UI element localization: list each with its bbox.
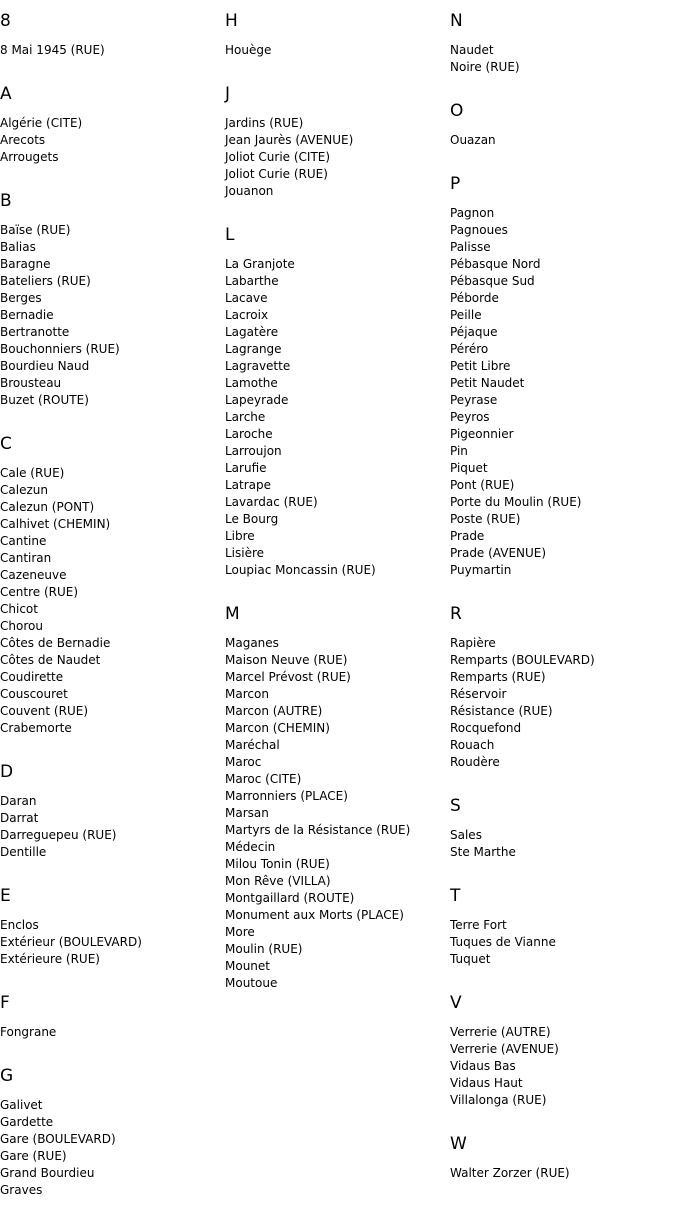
street-name: Bateliers (RUE) — [0, 274, 91, 288]
street-name: Marsan — [225, 806, 269, 820]
street-name: Lapeyrade — [225, 393, 289, 407]
letter-heading: A — [0, 84, 12, 104]
street-name: Bourdieu Naud — [0, 359, 90, 373]
street-name: Poste (RUE) — [450, 512, 521, 526]
letter-heading: M — [225, 604, 240, 624]
letter-heading: 8 — [0, 11, 11, 31]
street-name: Ouazan — [450, 133, 496, 147]
street-name: Walter Zorzer (RUE) — [450, 1166, 570, 1180]
letter-heading: E — [0, 886, 11, 906]
street-name: Buzet (ROUTE) — [0, 393, 89, 407]
street-name: Joliot Curie (CITE) — [225, 150, 331, 164]
street-list — [225, 42, 450, 59]
street-name: Maroc — [225, 755, 262, 769]
letter-group — [0, 1066, 225, 1199]
street-name: Jean Jaurès (AVENUE) — [225, 133, 354, 147]
street-name: Labarthe — [225, 274, 279, 288]
street-name: Brousteau — [0, 376, 62, 390]
street-name: Moulin (RUE) — [225, 942, 303, 956]
street-name: Calezun (PONT) — [0, 500, 95, 514]
letter-group — [450, 11, 675, 76]
street-name: Réservoir — [450, 687, 507, 701]
street-name: Chicot — [0, 602, 38, 616]
letter-heading: O — [450, 101, 464, 121]
letter-group — [0, 762, 225, 861]
letter-heading: G — [0, 1066, 14, 1086]
street-name: La Granjote — [225, 257, 295, 271]
street-name: Villalonga (RUE) — [450, 1093, 547, 1107]
street-name: Dentille — [0, 845, 47, 859]
street-name: Péborde — [450, 291, 499, 305]
letter-heading: B — [0, 191, 12, 211]
letter-group — [225, 225, 450, 579]
letter-heading: T — [450, 886, 461, 906]
street-name: Darrat — [0, 811, 39, 825]
street-list — [450, 827, 675, 861]
letter-group — [450, 174, 675, 579]
index-column-2 — [225, 0, 450, 992]
street-name: Bertranotte — [0, 325, 70, 339]
street-list — [0, 793, 225, 861]
letter-heading: V — [450, 993, 462, 1013]
street-name: Maganes — [225, 636, 279, 650]
street-name: Rouach — [450, 738, 495, 752]
street-name: Larche — [225, 410, 266, 424]
street-name: Latrape — [225, 478, 272, 492]
street-name: Côtes de Bernadie — [0, 636, 111, 650]
street-name: Joliot Curie (RUE) — [225, 167, 328, 181]
street-name: Libre — [225, 529, 255, 543]
street-name: Porte du Moulin (RUE) — [450, 495, 582, 509]
letter-heading: S — [450, 796, 461, 816]
street-name: Couvent (RUE) — [0, 704, 89, 718]
street-name: More — [225, 925, 255, 939]
street-name: Arecots — [0, 133, 46, 147]
letter-group — [0, 993, 225, 1041]
street-name: Maroc (CITE) — [225, 772, 302, 786]
street-list — [450, 635, 675, 771]
street-name: Gare (BOULEVARD) — [0, 1132, 116, 1146]
street-name: Péréro — [450, 342, 489, 356]
street-name: Lagrange — [225, 342, 282, 356]
street-list — [450, 205, 675, 579]
street-list — [450, 1165, 675, 1182]
street-name: Maison Neuve (RUE) — [225, 653, 348, 667]
street-name: Calhivet (CHEMIN) — [0, 517, 111, 531]
letter-heading: N — [450, 11, 463, 31]
street-name: Marcel Prévost (RUE) — [225, 670, 351, 684]
letter-group — [225, 84, 450, 200]
street-name: Noire (RUE) — [450, 60, 520, 74]
street-name: Arrougets — [0, 150, 59, 164]
street-name: Ste Marthe — [450, 845, 516, 859]
street-name: Tuques de Vianne — [450, 935, 556, 949]
street-name: Crabemorte — [0, 721, 72, 735]
letter-group — [0, 886, 225, 968]
street-name: Lacave — [225, 291, 268, 305]
street-name: Lavardac (RUE) — [225, 495, 318, 509]
letter-group — [450, 993, 675, 1109]
letter-group — [450, 101, 675, 149]
street-name: Vidaus Bas — [450, 1059, 516, 1073]
street-name: Mounet — [225, 959, 270, 973]
street-name: Berges — [0, 291, 42, 305]
street-list — [0, 465, 225, 737]
street-name: 8 Mai 1945 (RUE) — [0, 43, 105, 57]
letter-group — [0, 11, 225, 59]
street-name: Remparts (BOULEVARD) — [450, 653, 595, 667]
street-name: Cazeneuve — [0, 568, 67, 582]
street-list — [225, 635, 450, 992]
street-list — [450, 42, 675, 76]
street-name: Lacroix — [225, 308, 269, 322]
letter-heading: H — [225, 11, 238, 31]
street-name: Peille — [450, 308, 482, 322]
street-list — [0, 222, 225, 409]
street-name: Maréchal — [225, 738, 280, 752]
street-name: Jouanon — [225, 184, 274, 198]
street-name: Roudère — [450, 755, 500, 769]
letter-heading: R — [450, 604, 462, 624]
street-name: Pigeonnier — [450, 427, 514, 441]
street-list — [0, 917, 225, 968]
street-name: Piquet — [450, 461, 488, 475]
street-name: Côtes de Naudet — [0, 653, 101, 667]
street-name: Tuquet — [450, 952, 491, 966]
street-name: Monument aux Morts (PLACE) — [225, 908, 404, 922]
street-name: Lamothe — [225, 376, 278, 390]
street-name: Pébasque Sud — [450, 274, 535, 288]
letter-group — [225, 11, 450, 59]
street-name: Darreguepeu (RUE) — [0, 828, 117, 842]
street-name: Larroujon — [225, 444, 282, 458]
street-name: Rapière — [450, 636, 496, 650]
street-name: Bouchonniers (RUE) — [0, 342, 120, 356]
street-name: Baragne — [0, 257, 51, 271]
street-name: Coudirette — [0, 670, 64, 684]
street-name: Grand Bourdieu — [0, 1166, 95, 1180]
street-name: Balias — [0, 240, 36, 254]
street-name: Résistance (RUE) — [450, 704, 553, 718]
street-list — [450, 1024, 675, 1109]
street-name: Marcon (CHEMIN) — [225, 721, 330, 735]
street-name: Péjaque — [450, 325, 498, 339]
street-name: Cale (RUE) — [0, 466, 65, 480]
street-name: Montgaillard (ROUTE) — [225, 891, 355, 905]
street-list — [450, 132, 675, 149]
street-name: Puymartin — [450, 563, 512, 577]
street-name: Marcon — [225, 687, 269, 701]
street-name: Pagnon — [450, 206, 495, 220]
street-name: Lagravette — [225, 359, 291, 373]
street-list — [0, 115, 225, 166]
street-name: Remparts (RUE) — [450, 670, 546, 684]
street-list — [225, 115, 450, 200]
street-name: Rocquefond — [450, 721, 522, 735]
street-name: Centre (RUE) — [0, 585, 79, 599]
letter-group — [0, 191, 225, 409]
street-name: Pagnoues — [450, 223, 508, 237]
street-name: Extérieur (BOULEVARD) — [0, 935, 142, 949]
street-name: Lisière — [225, 546, 265, 560]
street-list — [0, 1097, 225, 1199]
letter-group — [450, 1134, 675, 1182]
street-name: Peyrase — [450, 393, 498, 407]
street-name: Le Bourg — [225, 512, 279, 526]
street-list — [450, 917, 675, 968]
street-list — [0, 42, 225, 59]
street-list — [225, 256, 450, 579]
letter-heading: W — [450, 1134, 467, 1154]
letter-heading: J — [225, 84, 231, 104]
street-name: Mon Rêve (VILLA) — [225, 874, 331, 888]
letter-group — [450, 886, 675, 968]
letter-group — [450, 796, 675, 861]
letter-heading: F — [0, 993, 10, 1013]
index-column-3 — [450, 0, 675, 1182]
letter-heading: D — [0, 762, 14, 782]
index-column-1 — [0, 0, 225, 1199]
street-name: Palisse — [450, 240, 491, 254]
street-name: Larufie — [225, 461, 267, 475]
street-name: Gare (RUE) — [0, 1149, 67, 1163]
letter-group — [225, 604, 450, 992]
street-name: Cantiran — [0, 551, 52, 565]
letter-group — [0, 84, 225, 166]
street-name: Enclos — [0, 918, 39, 932]
street-name: Verrerie (AUTRE) — [450, 1025, 551, 1039]
street-name: Moutoue — [225, 976, 278, 990]
street-name: Pin — [450, 444, 468, 458]
street-name: Pont (RUE) — [450, 478, 515, 492]
street-name: Bernadie — [0, 308, 54, 322]
letter-group — [0, 434, 225, 737]
street-name: Daran — [0, 794, 37, 808]
street-name: Jardins (RUE) — [225, 116, 304, 130]
street-name: Marronniers (PLACE) — [225, 789, 348, 803]
street-name: Gardette — [0, 1115, 54, 1129]
street-name: Baïse (RUE) — [0, 223, 71, 237]
letter-heading: C — [0, 434, 12, 454]
street-name: Martyrs de la Résistance (RUE) — [225, 823, 411, 837]
street-name: Prade — [450, 529, 485, 543]
street-name: Naudet — [450, 43, 494, 57]
street-name: Galivet — [0, 1098, 43, 1112]
street-name: Calezun — [0, 483, 48, 497]
street-name: Petit Libre — [450, 359, 511, 373]
street-name: Milou Tonin (RUE) — [225, 857, 330, 871]
street-name: Peyros — [450, 410, 490, 424]
street-name: Lagatère — [225, 325, 279, 339]
letter-heading: P — [450, 174, 461, 194]
street-list — [0, 1024, 225, 1041]
street-name: Marcon (AUTRE) — [225, 704, 323, 718]
street-name: Extérieure (RUE) — [0, 952, 100, 966]
street-name: Graves — [0, 1183, 43, 1197]
letter-group — [450, 604, 675, 771]
street-name: Vidaus Haut — [450, 1076, 523, 1090]
letter-heading: L — [225, 225, 235, 245]
street-name: Laroche — [225, 427, 273, 441]
street-name: Algérie (CITE) — [0, 116, 83, 130]
street-name: Houège — [225, 43, 272, 57]
street-name: Pébasque Nord — [450, 257, 541, 271]
street-name: Prade (AVENUE) — [450, 546, 547, 560]
street-name: Petit Naudet — [450, 376, 525, 390]
street-name: Sales — [450, 828, 482, 842]
street-name: Loupiac Moncassin (RUE) — [225, 563, 376, 577]
street-name: Couscouret — [0, 687, 68, 701]
street-name: Médecin — [225, 840, 276, 854]
street-name: Chorou — [0, 619, 43, 633]
street-name: Cantine — [0, 534, 47, 548]
street-name: Fongrane — [0, 1025, 57, 1039]
street-name: Verrerie (AVENUE) — [450, 1042, 559, 1056]
street-name: Terre Fort — [450, 918, 507, 932]
